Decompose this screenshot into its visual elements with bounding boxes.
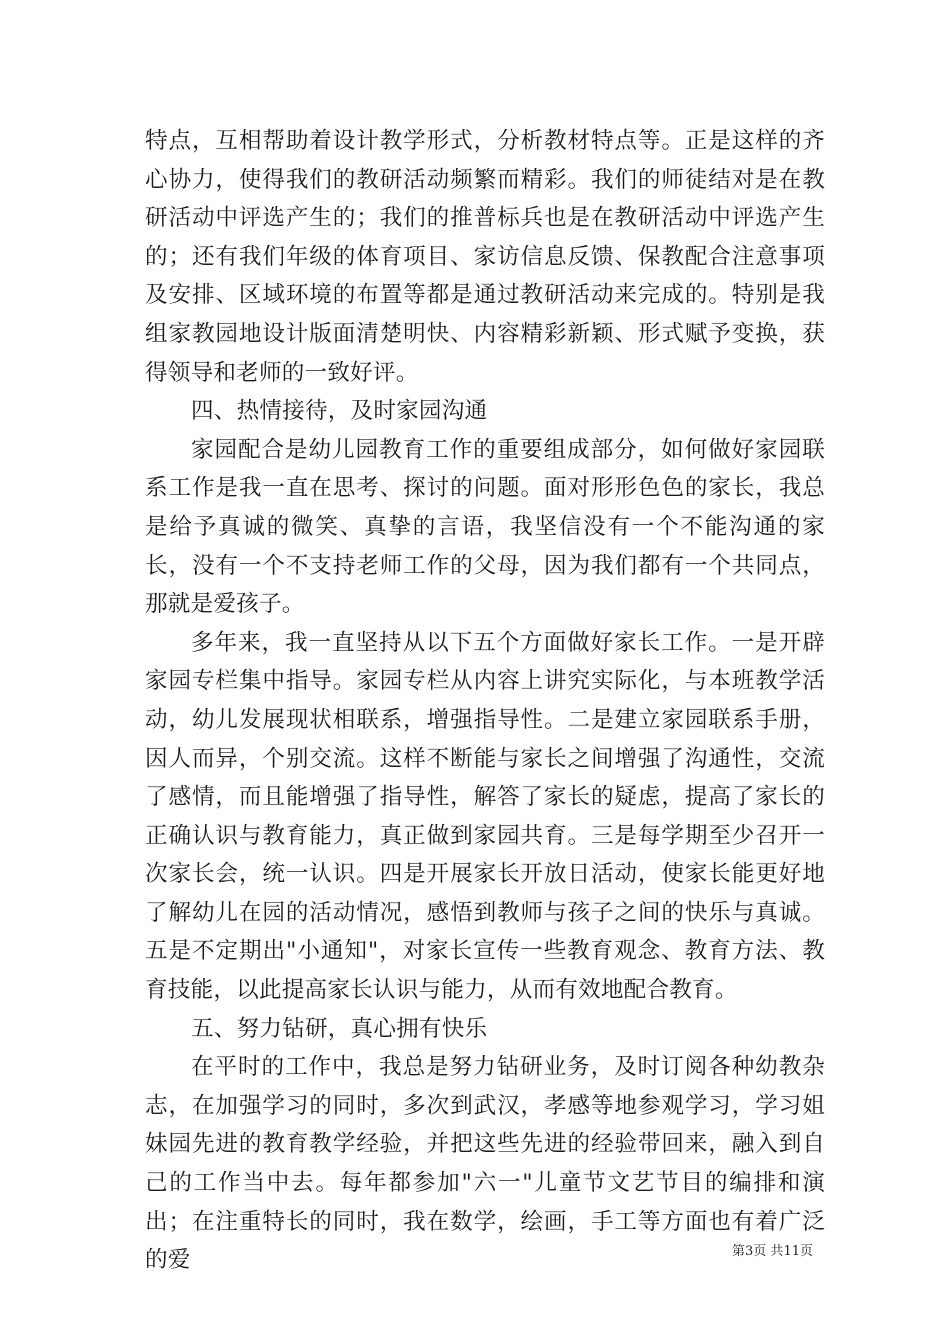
paragraph-continuation: 特点，互相帮助着设计教学形式，分析教材特点等。正是这样的齐心协力，使得我们的教研活动频繁而精彩。我们的师徒结对是在教研活动中评选产生的；我们的推普标兵也是在教研活动中评选产生的；还有我们年级的体育项目、家访信息反馈、保教配合注意事项及安排、区域环境的布置等都是通过教研活动来完成的。特别是我组家教园地设计版面清楚明快、内容精彩新颖、形式赋予变换，获得领导和老师的一致好评。 bbox=[145, 128, 825, 386]
footer-suffix: 页 bbox=[799, 1244, 813, 1259]
section-heading-four: 四、热情接待，及时家园沟通 bbox=[191, 398, 488, 425]
footer-total-pages: 11 bbox=[783, 1244, 800, 1259]
footer-current-page: 3 bbox=[745, 1244, 754, 1259]
paragraph-parent-work: 多年来，我一直坚持从以下五个方面做好家长工作。一是开辟家园专栏集中指导。家园专栏从内容上讲究实际化，与本班教学活动，幼儿发展现状相联系，增强指导性。二是建立家园联系手册，因人而异，个别交流。这样不断能与家长之间增强了沟通性，交流了感情，而且能增强了指导性，解答了家长的疑虑，提高了家长的正确认识与教育能力，真正做到家园共育。三是每学期至少召开一次家长会，统一认识。四是开展家长开放日活动，使家长能更好地了解幼儿在园的活动情况，感悟到教师与孩子之间的快乐与真诚。五是不定期出"小通知"，对家长宣传一些教育观念、教育方法、教育技能，以此提高家长认识与能力，从而有效地配合教育。 bbox=[145, 629, 825, 1004]
page-number-footer bbox=[732, 1240, 813, 1259]
document-body bbox=[145, 122, 825, 1280]
paragraph-home-school-cooperation: 家园配合是幼儿园教育工作的重要组成部分，如何做好家园联系工作是我一直在思考、探讨的问题。面对形形色色的家长，我总是给予真诚的微笑、真挚的言语，我坚信没有一个不能沟通的家长，没有一个不支持老师工作的父母，因为我们都有一个共同点，那就是爱孩子。 bbox=[145, 436, 825, 618]
paragraph-study-research: 在平时的工作中，我总是努力钻研业务，及时订阅各种幼教杂志，在加强学习的同时，多次到武汉，孝感等地参观学习，学习姐妹园先进的教育教学经验，并把这些先进的经验带回来，融入到自己的工作当中去。每年都参加"六一"儿童节文艺节目的编排和演出；在注重特长的同时，我在数学，绘画，手工等方面也有着广泛的爱 bbox=[145, 1054, 825, 1274]
section-heading-five: 五、努力钻研，真心拥有快乐 bbox=[191, 1015, 488, 1042]
footer-prefix: 第 bbox=[732, 1244, 746, 1259]
footer-middle: 页 共 bbox=[753, 1244, 784, 1259]
